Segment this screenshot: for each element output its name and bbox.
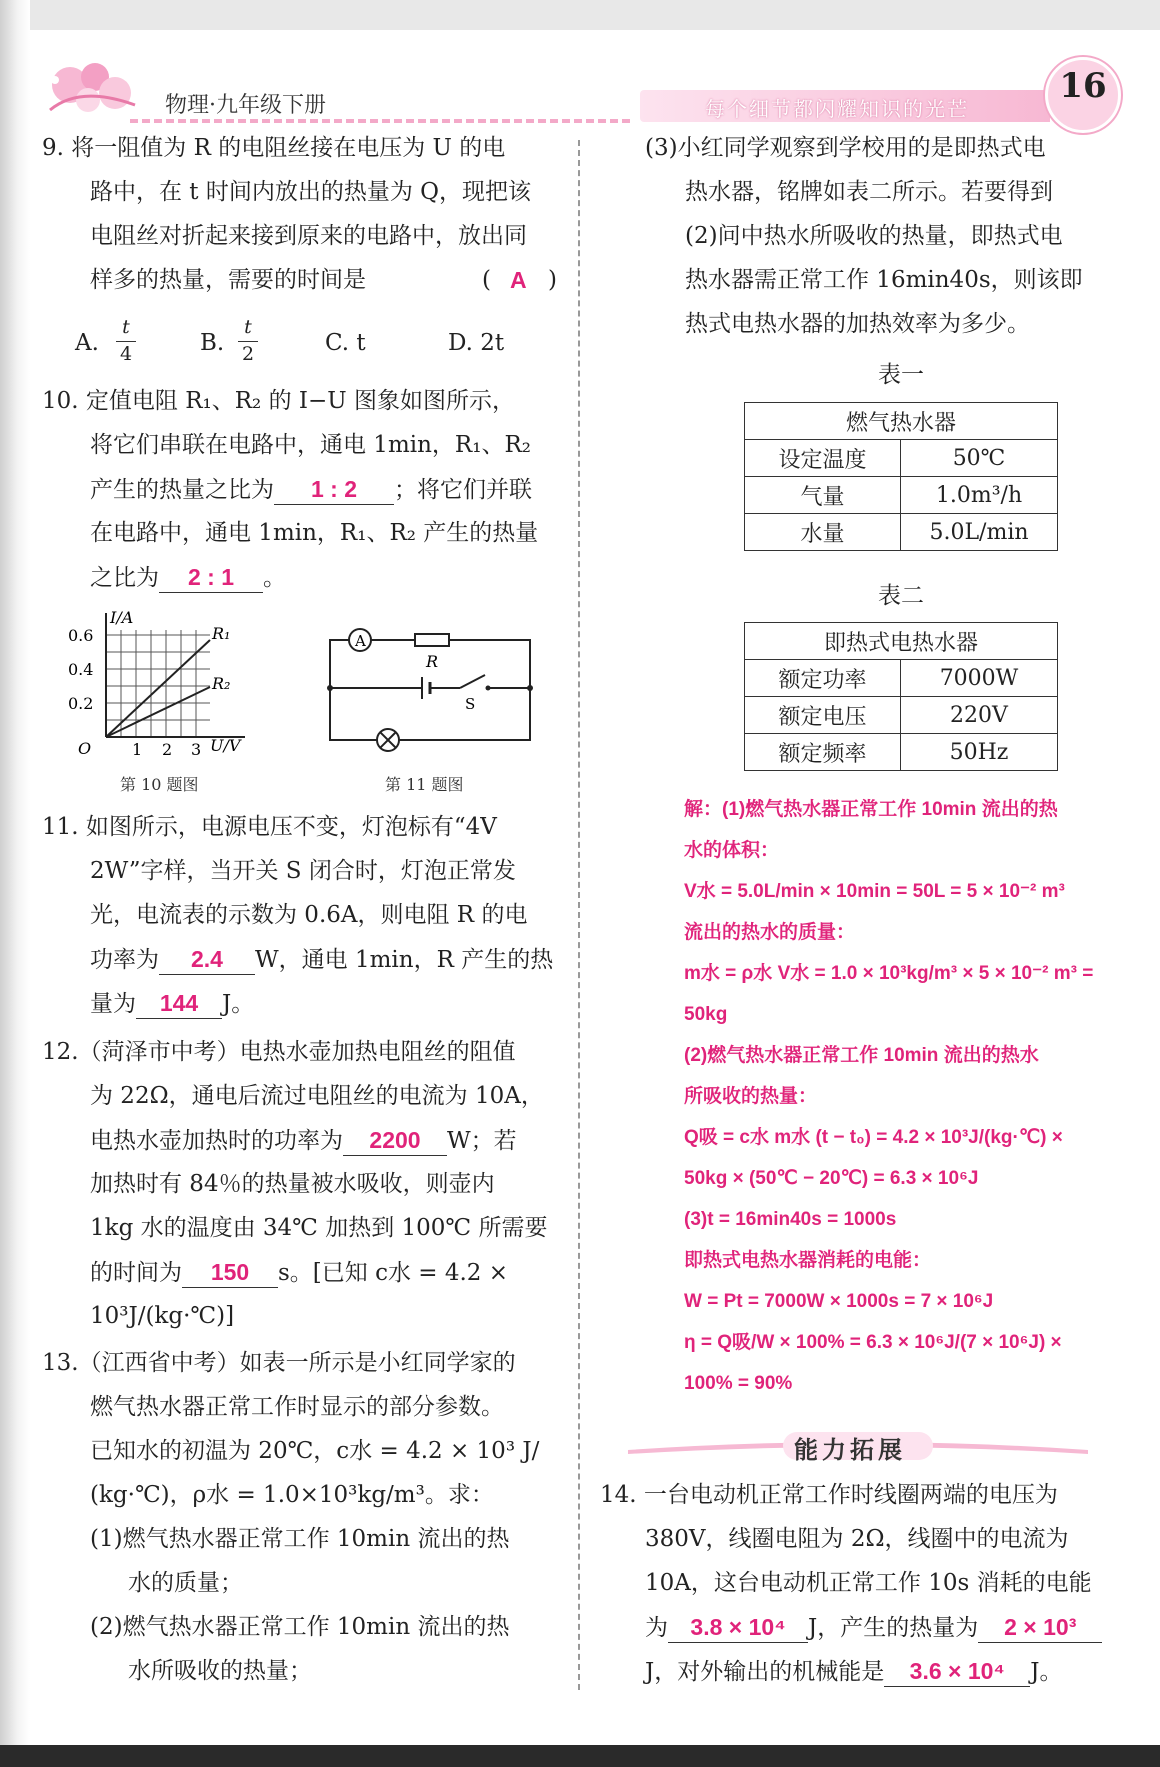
x-tick: 3 xyxy=(191,740,202,755)
q11-line-3: 光，电流表的示数为 0.6A，则电阻 R 的电 xyxy=(90,902,528,928)
q12-line-2: 为 22Ω，通电后流过电阻丝的电流为 10A， xyxy=(90,1083,544,1109)
table-row xyxy=(745,660,1058,697)
q14-line-4-mid: J，产生的热量为 xyxy=(808,1615,979,1641)
q9-line-4: 样多的热量，需要的时间是 xyxy=(90,267,366,293)
q14-line-5-post: J。 xyxy=(1030,1659,1063,1685)
fraction-bar xyxy=(238,341,258,342)
table-cell: 设定温度 xyxy=(745,440,901,477)
q13-line-4: (kg·℃)，ρ水 = 1.0×10³kg/m³。求： xyxy=(90,1482,494,1508)
x-tick: 2 xyxy=(162,740,173,755)
page-number: 16 xyxy=(1059,66,1107,106)
q12-line-5: 1kg 水的温度由 34℃ 加热到 100℃ 所需要 xyxy=(90,1215,548,1241)
q13-line-7: (2)燃气热水器正常工作 10min 流出的热 xyxy=(90,1614,510,1640)
q14-line-2: 380V，线圈电阻为 2Ω，线圈中的电流为 xyxy=(645,1526,1069,1552)
q9-option-b-num: t xyxy=(244,316,252,338)
q10-line-4: 在电路中，通电 1min，R₁、R₂ 产生的热量 xyxy=(90,520,539,546)
y-tick: 0.6 xyxy=(68,626,94,645)
binding-shadow xyxy=(0,0,30,1767)
q12-line-4: 加热时有 84％的热量被水吸收，则壶内 xyxy=(90,1171,495,1197)
table-cell: 5.0L/min xyxy=(901,514,1058,551)
q14-line-5-pre: J，对外输出的机械能是 xyxy=(645,1659,885,1685)
q10-answer-2: 2 : 1 xyxy=(159,562,263,593)
q13-line-3: 已知水的初温为 20℃，c水 = 4.2 × 10³ J/ xyxy=(90,1438,540,1464)
q11-line-4-post: W，通电 1min，R 产生的热 xyxy=(255,947,554,973)
figure-10-caption: 第 10 题图 xyxy=(120,775,199,794)
table-cell: 额定功率 xyxy=(745,660,901,697)
q9-answer: A xyxy=(510,267,527,293)
solution-line: 即热式电热水器消耗的电能： xyxy=(684,1250,932,1271)
resistor-icon xyxy=(415,634,449,646)
q10-line-5-post: 。 xyxy=(263,565,286,591)
q12-line-3-post: W；若 xyxy=(447,1128,517,1154)
bottom-bar xyxy=(0,1745,1160,1767)
q13-part3-line-1: (3)小红同学观察到学校用的是即热式电 xyxy=(645,135,1046,161)
y-tick: 0.2 xyxy=(68,694,94,713)
resistor-label: R xyxy=(426,652,439,671)
q14-line-1: 14. 一台电动机正常工作时线圈两端的电压为 xyxy=(600,1482,1058,1508)
q12-answer-1: 2200 xyxy=(343,1125,447,1156)
iu-graph xyxy=(60,605,260,755)
q9-line-2: 路中，在 t 时间内放出的热量为 Q，现把该 xyxy=(90,179,532,205)
q10-line-3-pre: 产生的热量之比为 xyxy=(90,477,274,503)
graph-x-label: U/V xyxy=(210,736,241,755)
q10-line-3 xyxy=(90,474,532,505)
q12-line-1: 12.（菏泽市中考）电热水壶加热电阻丝的阻值 xyxy=(42,1039,516,1065)
solution-line: 流出的热水的质量： xyxy=(684,922,856,943)
table-row xyxy=(745,697,1058,734)
table-cell: 气量 xyxy=(745,477,901,514)
q9-line-3: 电阻丝对折起来接到原来的电路中，放出同 xyxy=(90,223,527,249)
q11-answer-1: 2.4 xyxy=(159,944,255,975)
section-title: 能力拓展 xyxy=(794,1435,906,1464)
q10-line-3-post: ；将它们并联 xyxy=(394,477,532,503)
table1-caption: 表一 xyxy=(878,362,924,388)
q9-option-b-den: 2 xyxy=(241,343,255,365)
q12-line-3 xyxy=(90,1125,517,1156)
graph-origin: O xyxy=(78,739,92,755)
table-cell: 额定频率 xyxy=(745,734,901,771)
top-margin xyxy=(0,0,1160,30)
q11-line-4 xyxy=(90,944,553,975)
table-cell: 水量 xyxy=(745,514,901,551)
q12-line-6 xyxy=(90,1257,508,1288)
solution-line: W = Pt = 7000W × 1000s = 7 × 10⁶J xyxy=(684,1291,994,1312)
q11-line-1: 11. 如图所示，电源电压不变，灯泡标有“4V xyxy=(42,814,497,840)
table2 xyxy=(744,622,1058,771)
q9-option-a-den: 4 xyxy=(119,343,133,365)
q11-line-5 xyxy=(90,988,254,1019)
y-tick: 0.4 xyxy=(68,660,94,679)
switch-icon xyxy=(460,675,485,688)
solution-line: 所吸收的热量： xyxy=(684,1086,818,1107)
q12-line-6-post: s。[已知 c水 = 4.2 × xyxy=(278,1260,509,1286)
q9-line-1: 9. 将一阻值为 R 的电阻丝接在电压为 U 的电 xyxy=(42,135,506,161)
table2-title: 即热式电热水器 xyxy=(745,623,1058,660)
book-title: 物理·九年级下册 xyxy=(165,93,326,118)
q13-line-2: 燃气热水器正常工作时显示的部分参数。 xyxy=(90,1394,504,1420)
circuit-diagram xyxy=(320,625,540,755)
header-slogan: 每个细节都闪耀知识的光芒 xyxy=(705,97,969,121)
table-cell: 7000W xyxy=(901,660,1058,697)
q10-line-1: 10. 定值电阻 R₁、R₂ 的 I−U 图象如图所示， xyxy=(42,388,515,414)
q10-line-5-pre: 之比为 xyxy=(90,565,159,591)
q12-answer-2: 150 xyxy=(182,1257,278,1288)
q13-line-5: (1)燃气热水器正常工作 10min 流出的热 xyxy=(90,1526,510,1552)
table-cell: 50℃ xyxy=(901,440,1058,477)
q11-line-2: 2W”字样，当开关 S 闭合时，灯泡正常发 xyxy=(90,858,516,884)
solution-line: 100% = 90% xyxy=(684,1373,793,1394)
q11-answer-2: 144 xyxy=(136,988,222,1019)
q12-line-3-pre: 电热水壶加热时的功率为 xyxy=(90,1128,343,1154)
q11-line-5-pre: 量为 xyxy=(90,991,136,1017)
q13-part3-line-4: 热水器需正常工作 16min40s，则该即 xyxy=(685,267,1083,293)
r1-label: R₁ xyxy=(212,624,231,643)
solution-line: 50kg xyxy=(684,1004,728,1025)
q14-answer-2: 2 × 10³ xyxy=(978,1612,1102,1643)
solution-line: (3)t = 16min40s = 1000s xyxy=(684,1209,897,1230)
q13-line-6: 水的质量； xyxy=(128,1570,243,1596)
table2-caption: 表二 xyxy=(878,583,924,609)
flower-ornament-icon xyxy=(40,55,150,125)
q14-line-3: 10A，这台电动机正常工作 10s 消耗的电能 xyxy=(645,1570,1092,1596)
x-tick: 1 xyxy=(132,740,143,755)
q9-option-d: D. 2t xyxy=(448,330,505,356)
fraction-bar xyxy=(116,341,136,342)
ammeter-label: A xyxy=(355,632,366,650)
q12-line-7: 10³J/(kg·℃)] xyxy=(90,1303,235,1329)
header-dashed-line xyxy=(130,119,630,123)
q14-line-5 xyxy=(645,1656,1062,1687)
q14-answer-1: 3.8 × 10⁴ xyxy=(668,1612,808,1643)
r1-line xyxy=(106,640,210,737)
solution-line: Q吸 = c水 m水 (t − t₀) = 4.2 × 10³J/(kg·℃) × xyxy=(684,1127,1063,1148)
q10-answer-1: 1 : 2 xyxy=(274,474,394,505)
q13-part3-line-3: (2)问中热水所吸收的热量，即热式电 xyxy=(685,223,1063,249)
column-divider xyxy=(578,140,580,1690)
solution-line: 50kg × (50℃ − 20℃) = 6.3 × 10⁶J xyxy=(684,1168,979,1189)
table-row xyxy=(745,734,1058,771)
q13-line-8: 水所吸收的热量； xyxy=(128,1658,312,1684)
solution-line: V水 = 5.0L/min × 10min = 50L = 5 × 10⁻² m³ xyxy=(684,881,1065,902)
graph-y-label: I/A xyxy=(110,608,134,627)
q11-line-4-pre: 功率为 xyxy=(90,947,159,973)
q10-line-5 xyxy=(90,562,286,593)
q12-line-6-pre: 的时间为 xyxy=(90,1260,182,1286)
q14-line-4 xyxy=(645,1612,1102,1643)
q10-line-2: 将它们串联在电路中，通电 1min，R₁、R₂ xyxy=(90,432,531,458)
q13-line-1: 13.（江西省中考）如表一所示是小红同学家的 xyxy=(42,1350,516,1376)
solution-line: (2)燃气热水器正常工作 10min 流出的热水 xyxy=(684,1045,1039,1066)
table-cell: 50Hz xyxy=(901,734,1058,771)
solution-line: 解：(1)燃气热水器正常工作 10min 流出的热 xyxy=(684,799,1058,820)
q9-paren-close: ) xyxy=(548,267,557,293)
q9-option-a: A. xyxy=(75,330,99,356)
table-cell: 额定电压 xyxy=(745,697,901,734)
solution-line: 水的体积： xyxy=(684,840,780,861)
r2-line xyxy=(106,687,210,737)
q13-part3-line-2: 热水器，铭牌如表二所示。若要得到 xyxy=(685,179,1053,205)
q13-part3-line-5: 热式电热水器的加热效率为多少。 xyxy=(685,311,1030,337)
table-cell: 1.0m³/h xyxy=(901,477,1058,514)
r2-label: R₂ xyxy=(212,674,231,693)
q9-option-a-num: t xyxy=(122,316,130,338)
table-row xyxy=(745,440,1058,477)
table-row xyxy=(745,477,1058,514)
table1 xyxy=(744,402,1058,551)
q11-line-5-post: J。 xyxy=(222,991,255,1017)
table-row xyxy=(745,514,1058,551)
q14-line-4-pre: 为 xyxy=(645,1615,668,1641)
solution-line: m水 = ρ水 V水 = 1.0 × 10³kg/m³ × 5 × 10⁻² m³ = xyxy=(684,963,1094,984)
q9-option-c: C. t xyxy=(325,330,366,356)
table1-title: 燃气热水器 xyxy=(745,403,1058,440)
q9-paren-open: ( xyxy=(482,267,491,293)
q14-answer-3: 3.6 × 10⁴ xyxy=(884,1656,1030,1687)
q9-option-b: B. xyxy=(200,330,225,356)
figure-11-caption: 第 11 题图 xyxy=(385,775,464,794)
solution-line: η = Q吸/W × 100% = 6.3 × 10⁶J/(7 × 10⁶J) × xyxy=(684,1332,1062,1353)
switch-label: S xyxy=(465,695,476,713)
table-cell: 220V xyxy=(901,697,1058,734)
